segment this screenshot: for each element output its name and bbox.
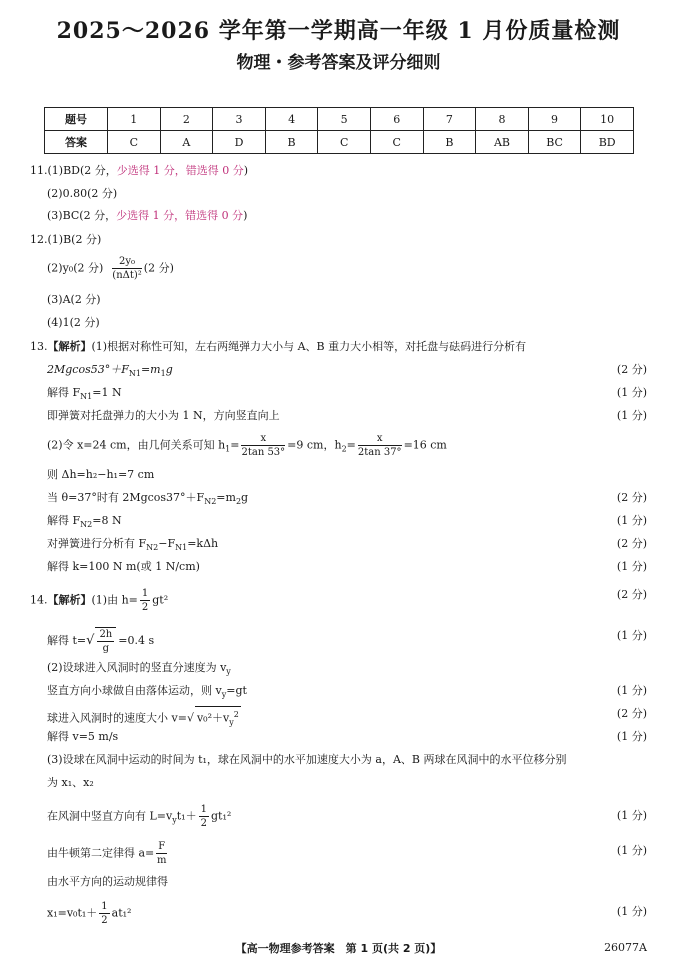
text: 14. — [30, 593, 48, 607]
q14-eq7: (3)设球在风洞中运动的时间为 t₁，球在风洞中的水平加速度大小为 a，A、B 两球在风洞中的水平位移分别 — [47, 753, 567, 766]
fraction — [140, 587, 150, 614]
text: 11.(1)BD(2 分， — [30, 164, 117, 177]
score: (1 分) — [616, 409, 647, 422]
page-subtitle: 物理・参考答案及评分细则 — [236, 53, 441, 73]
text: (1)根据对称性可知，左右两绳弹力大小与 A、B 重力大小相等，对托盘与砝码进行分析有 — [91, 340, 527, 353]
text: x₁=v₀t₁＋ — [47, 906, 98, 920]
fraction — [112, 255, 142, 282]
denominator: 2tan 37° — [357, 447, 402, 458]
score: (1 分) — [616, 905, 647, 918]
text: gt² — [152, 593, 169, 607]
text: ) — [243, 209, 248, 222]
q14-eq2: 解得 t=√ $\frac{2h}{g}$ =0.4 s — [47, 629, 155, 654]
text: 解得 F — [47, 386, 81, 399]
score: (1 分) — [616, 560, 647, 573]
table-cell: BC — [528, 131, 581, 154]
q13-eq6: 当 θ=37°时有 $2Mgcos37^\circ+F_{N2}=m_2g$ — [47, 491, 249, 507]
q13-eq4: (2)令 x=24 cm，由几何关系可知 $h_1=$ $\frac{x}{2\tan 53^\circ}$ =9 cm，$h_2=$ $\frac{x}{2\tan 37^\circ}$ =16 cm — [47, 433, 447, 458]
score: (2 分) — [616, 363, 647, 376]
text: =kΔh — [187, 537, 219, 550]
numerator: 2y₀ — [112, 255, 142, 269]
text: t₁＋ — [176, 809, 197, 823]
denominator: (nΔt)² — [112, 270, 142, 281]
q11-line-1 — [30, 163, 248, 179]
text: (2 分) — [143, 261, 174, 275]
note-pink: 少选得 1 分，错选得 0 分 — [116, 164, 244, 177]
text: gt₁² — [210, 809, 232, 823]
text: =m — [216, 491, 236, 504]
table-row-answers — [45, 131, 634, 154]
table-cell: 4 — [265, 108, 318, 131]
q12-line-2 — [47, 255, 174, 282]
text: (2)令 x=24 cm，由几何关系可知 h — [47, 438, 226, 452]
table-cell: B — [265, 131, 318, 154]
text: =16 cm — [403, 438, 447, 452]
page-title: 2025～2026 学年第一学期高一年级 1 月份质量检测 — [56, 18, 621, 44]
q14-eq6: 解得 v=5 m/s — [47, 730, 119, 743]
numerator: x — [358, 432, 402, 446]
analysis-tag: 【解析】 — [47, 593, 92, 607]
answer-table — [44, 107, 634, 154]
score: (2 分) — [616, 537, 647, 550]
score: (1 分) — [616, 730, 647, 743]
text: 在风洞中竖直方向有 L=v — [47, 809, 173, 823]
text: 球进入风洞时的速度大小 v= — [47, 711, 187, 725]
table-cell: 3 — [213, 108, 266, 131]
table-cell: A — [160, 131, 213, 154]
table-cell: 10 — [581, 108, 634, 131]
q11-line-2: (2)0.80(2 分) — [47, 187, 118, 200]
text: v₀²＋v — [196, 711, 230, 725]
table-cell: 1 — [108, 108, 161, 131]
score: (2 分) — [616, 588, 647, 601]
table-cell: 7 — [423, 108, 476, 131]
numerator: 1 — [200, 804, 207, 815]
table-cell: C — [318, 131, 371, 154]
numerator: 1 — [101, 901, 108, 912]
text: =gt — [226, 684, 247, 697]
score: (1 分) — [616, 386, 647, 399]
text: =9 cm，h — [287, 438, 342, 452]
text: −F — [158, 537, 176, 550]
page-footer: 【高一物理参考答案 第 1 页(共 2 页)】 — [235, 942, 442, 955]
denominator: g — [102, 643, 110, 654]
row-label-answer: 答案 — [45, 131, 108, 154]
text: (3)BC(2 分， — [47, 209, 117, 222]
q13-eq8: 对弹簧进行分析有 $F_{N2}-F_{N1}=k\Delta h$ — [47, 537, 219, 553]
q12-line-1: 12.(1)B(2 分) — [30, 233, 102, 246]
table-cell: 2 — [160, 108, 213, 131]
row-label-number: 题号 — [45, 108, 108, 131]
q14-eq9: 在风洞中竖直方向有 $L=v_yt_1+$ $\frac{1}{2}$ gt₁² — [47, 804, 232, 829]
q13-eq1: $2Mgcos53^\circ+F_{N1}=m_1g$ — [47, 363, 173, 379]
text: at₁² — [111, 906, 132, 920]
text: 13. — [30, 340, 48, 353]
score: (1 分) — [616, 844, 647, 857]
table-cell: 5 — [318, 108, 371, 131]
q13-eq3: 即弹簧对托盘弹力的大小为 1 N，方向竖直向上 — [47, 409, 280, 422]
table-cell: C — [108, 131, 161, 154]
q12-line-4: (4)1(2 分) — [47, 316, 100, 329]
table-cell: 9 — [528, 108, 581, 131]
text: =0.4 s — [118, 634, 155, 647]
denominator: 2 — [101, 915, 108, 926]
text: 对弹簧进行分析有 F — [47, 537, 147, 550]
denominator: 2 — [141, 602, 149, 613]
fraction — [99, 900, 109, 927]
text: (1)由 h= — [91, 593, 138, 607]
fraction — [156, 840, 167, 867]
table-cell: AB — [476, 131, 529, 154]
q14-eq3: (2)设球进入风洞时的竖直分速度为 $v_y$ — [47, 661, 231, 677]
q14-eq4: 竖直方向小球做自由落体运动，则 $v_y=gt$ — [47, 684, 247, 700]
q14-eq1 — [30, 587, 168, 614]
q11-line-3 — [47, 208, 247, 224]
text: 解得 t= — [47, 634, 87, 647]
table-cell: 6 — [370, 108, 423, 131]
numerator: F — [158, 841, 166, 852]
text: =8 N — [92, 514, 122, 527]
text: g — [165, 363, 173, 376]
numerator: 2h — [99, 629, 113, 640]
fraction — [241, 432, 285, 459]
text: 由牛顿第二定律得 a= — [47, 846, 155, 860]
numerator: 1 — [141, 588, 149, 599]
table-cell: BD — [581, 131, 634, 154]
text: (2)设球进入风洞时的竖直分速度为 v — [47, 661, 227, 674]
text: =1 N — [92, 386, 122, 399]
table-cell: B — [423, 131, 476, 154]
q13-eq5: 则 Δh=h₂−h₁=7 cm — [47, 468, 155, 481]
q13-eq2: 解得 $F_{N1}=1$ N — [47, 386, 122, 402]
denominator: m — [157, 855, 167, 866]
doc-code: 26077A — [604, 941, 647, 954]
text: =m — [140, 363, 161, 376]
score: (1 分) — [616, 514, 647, 527]
text: 解得 F — [47, 514, 81, 527]
score: (2 分) — [616, 707, 647, 720]
q14-eq10 — [47, 840, 169, 867]
score: (1 分) — [616, 684, 647, 697]
table-cell: C — [370, 131, 423, 154]
score: (1 分) — [616, 809, 647, 822]
q14-eq11: 由水平方向的运动规律得 — [47, 875, 168, 888]
q12-line-3: (3)A(2 分) — [47, 293, 101, 306]
text: g — [241, 491, 249, 504]
q13-eq7: 解得 $F_{N2}=8$ N — [47, 514, 122, 530]
score: (1 分) — [616, 629, 647, 642]
table-cell: D — [213, 131, 266, 154]
text: ) — [243, 164, 249, 177]
table-row-numbers — [45, 108, 634, 131]
text: 竖直方向小球做自由落体运动，则 v — [47, 684, 222, 697]
q14-eq12 — [47, 900, 131, 927]
q14-eq5: 球进入风洞时的速度大小 v=√ $v_0^2+v_y^2$ — [47, 706, 241, 731]
denominator: 2 — [200, 818, 207, 829]
text: (2)y₀(2 分) — [47, 261, 104, 275]
fraction — [199, 803, 209, 830]
q13-intro — [30, 339, 526, 355]
analysis-tag: 【解析】 — [47, 340, 92, 353]
numerator: x — [241, 432, 285, 446]
table-cell: 8 — [476, 108, 529, 131]
denominator: 2tan 53° — [241, 447, 286, 458]
radicand: $v_0^2+v_y^2$ — [195, 706, 241, 731]
q13-eq9: 解得 k=100 N m(或 1 N/cm) — [47, 560, 200, 573]
text: 当 θ=37°时有 2Mgcos37°＋F — [47, 491, 205, 504]
fraction — [95, 627, 116, 655]
note-pink: 少选得 1 分，错选得 0 分 — [116, 209, 244, 222]
q14-eq8: 为 x₁、x₂ — [47, 776, 94, 789]
score: (2 分) — [616, 491, 647, 504]
text: 2Mgcos53°＋F — [47, 363, 129, 376]
fraction — [358, 432, 402, 459]
